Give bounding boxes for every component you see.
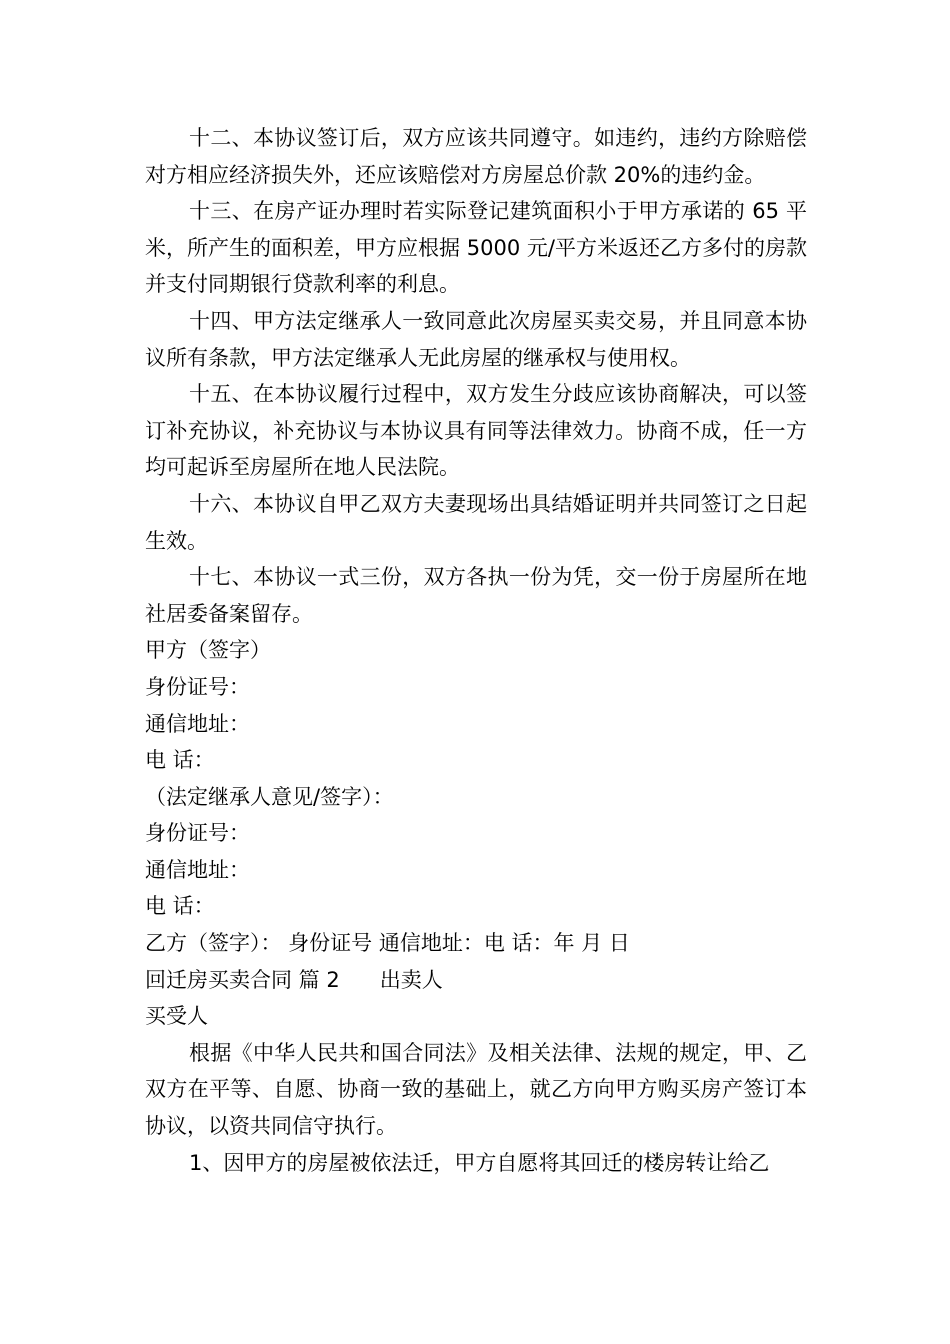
- section-2-title: 回迁房买卖合同 篇 2: [145, 967, 340, 992]
- heir-address: 通信地址：: [145, 857, 250, 882]
- document-page: [145, 120, 807, 1181]
- section-2-item-1: 1、因甲方的房屋被依法迁，甲方自愿将其回迁的楼房转让给乙: [189, 1150, 770, 1175]
- clause-16: 十六、本协议自甲乙双方夫妻现场出具结婚证明并共同签订之日起生效。: [145, 491, 807, 553]
- party-a-signature: 甲方（签字）: [145, 638, 271, 663]
- party-a-address: 通信地址：: [145, 711, 250, 736]
- clause-17: 十七、本协议一式三份，双方各执一份为凭，交一份于房屋所在地社居委备案留存。: [145, 565, 807, 626]
- clause-14: 十四、甲方法定继承人一致同意此次房屋买卖交易，并且同意本协议所有条款，甲方法定继承人无此房屋的继承权与使用权。: [145, 308, 807, 370]
- clause-12: 十二、本协议签订后，双方应该共同遵守。如违约，违约方除赔偿对方相应经济损失外，还应该赔偿对方房屋总价款 20%的违约金。: [145, 126, 807, 187]
- seller-label: 出卖人: [379, 967, 443, 992]
- heir-phone: 电 话：: [145, 894, 215, 919]
- clause-13: 十三、在房产证办理时若实际登记建筑面积小于甲方承诺的 65 平米，所产生的面积差，甲方应根据 5000 元/平方米返还乙方多付的房款并支付同期银行贷款利率的利息。: [145, 199, 807, 297]
- section-2-preamble: 根据《中华人民共和国合同法》及相关法律、法规的规定，甲、乙双方在平等、自愿、协商一致的基础上，就乙方向甲方购买房产签订本协议，以资共同信守执行。: [145, 1040, 807, 1139]
- party-a-id-number: 身份证号：: [145, 674, 250, 699]
- section-2-heading: [145, 962, 807, 999]
- heir-signature: （法定继承人意见/签字）：: [145, 784, 394, 809]
- clause-15: 十五、在本协议履行过程中，双方发生分歧应该协商解决，可以签订补充协议，补充协议与本协议具有同等法律效力。协商不成，任一方均可起诉至房屋所在地人民法院。: [145, 382, 807, 480]
- party-a-phone: 电 话：: [145, 748, 215, 773]
- party-b-signature-line: 乙方（签字）： 身份证号 通信地址：电 话：年 月 日: [145, 931, 630, 956]
- heir-id-number: 身份证号：: [145, 821, 250, 846]
- buyer-label: 买受人: [145, 1004, 208, 1029]
